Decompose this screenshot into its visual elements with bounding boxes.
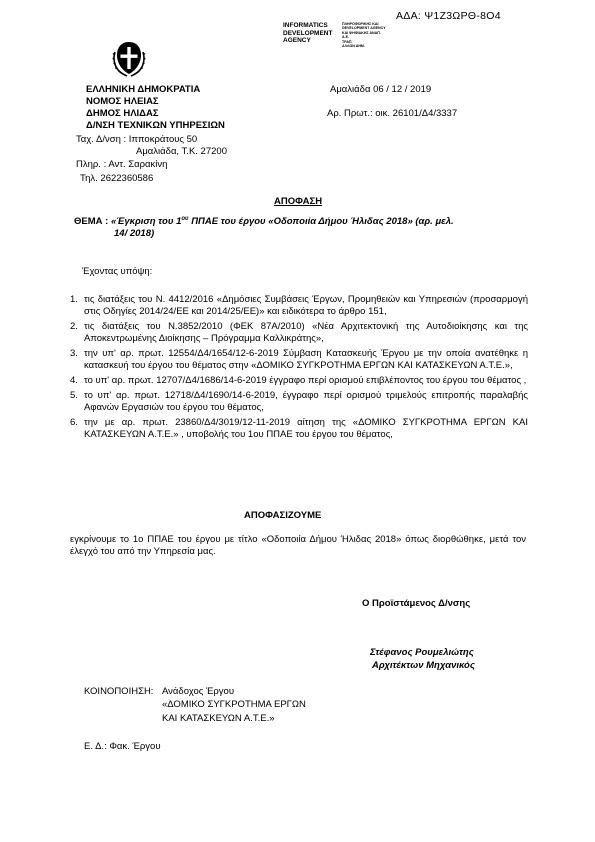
list-item-number: 5. [70, 390, 78, 401]
internal-distribution: Ε. Δ.: Φακ. Έργου [84, 741, 161, 752]
list-item [70, 294, 528, 318]
itda-logo-text [283, 22, 332, 45]
subject-text: «Έγκριση του 1 [110, 216, 182, 228]
subject-superscript: ου [181, 216, 189, 222]
itda-small-line: ΑΛΛΩΝ ΔΗΜ. [342, 44, 365, 49]
itda-logo-small-text [342, 22, 386, 48]
list-item-text: την υπ' αρ. πρωτ. 12554/Δ4/1654/12-6-2019 Σύμβαση Κατασκευής Έργου με την οποία ανατέθηκε η κατασκευή του έργου του θέματος στην «ΔΟΜΙΚΟ ΣΥΓΚΡΟΤΗΜΑ ΕΡΓΩΝ ΚΑΙ ΚΑΤΑΣΚΕΥΩΝ Α.Τ.Ε.», [84, 348, 528, 371]
itda-small-line: ΠΛΗΡΟΦΟΡΙΚΗΣ ΚΑΙ [342, 22, 379, 26]
subject-line-2: 14/ 2018) [114, 228, 155, 239]
contact-person: Πληρ. : Αντ. Σαρακίνη [76, 159, 168, 170]
subject-text-rest: ΠΠΑΕ του έργου «Οδοποιία Δήμου Ήλιδας 2018» (αρ. μελ. [188, 216, 454, 228]
address-city: Αμαλιάδα, Τ.Κ. 27200 [136, 146, 227, 157]
list-item-number: 3. [70, 348, 78, 359]
greek-emblem-icon [112, 38, 146, 78]
org-line-republic: ΕΛΛΗΝΙΚΗ ΔΗΜΟΚΡΑΤΙΑ [86, 84, 201, 95]
itda-line: INFORMATICS [283, 22, 328, 29]
we-decide-heading: ΑΠΟΦΑΣΙΖΟΥΜΕ [244, 510, 322, 521]
decision-title: ΑΠΟΦΑΣΗ [274, 196, 323, 207]
list-item [70, 417, 528, 441]
itda-line: AGENCY [283, 37, 311, 44]
list-item-text: τις διατάξεις του Ν. 4412/2016 «Δημόσιες Συμβάσεις Έργων, Προμηθειών και Υπηρεσιών (προσαρμογή στις Οδηγίες 2014/24/ΕΕ και 2014/25/ΕΕ)» και ειδικότερα το άρθρο 151, [84, 294, 528, 317]
considerations-list [70, 294, 528, 444]
org-line-prefecture: ΝΟΜΟΣ ΗΛΕΙΑΣ [86, 96, 159, 107]
list-item [70, 348, 528, 372]
itda-small-line: Α.Ε. [342, 35, 349, 40]
itda-line: DEVELOPMENT [283, 29, 333, 37]
itda-small-line: ΚΑΙ ΨΗΦΙΑΚΗΣ ΑΝΑΠ. [342, 30, 381, 35]
list-item-number: 6. [70, 417, 78, 428]
list-item [70, 375, 528, 387]
document-date: Αμαλιάδα 06 / 12 / 2019 [330, 84, 432, 95]
list-item [70, 321, 528, 345]
signature-role: Ο Προϊστάμενος Δ/νσης [362, 598, 471, 609]
approval-paragraph: εγκρίνουμε το 1ο ΠΠΑΕ του έργου με τίτλο «Οδοποιία Δήμου Ήλιδας 2018» όπως διορθώθηκε, μετά τον έλεγχό του από την Υπηρεσία μας. [70, 534, 526, 557]
signature-name: Στέφανος Ρουμελιώτης [370, 647, 474, 658]
considering-heading: Έχοντας υπόψη: [82, 266, 153, 277]
org-line-department: Δ/ΝΣΗ ΤΕΧΝΙΚΩΝ ΥΠΗΡΕΣΙΩΝ [86, 120, 225, 131]
signature-title: Αρχιτέκτων Μηχανικός [372, 660, 475, 671]
org-line-municipality: ΔΗΜΟΣ ΗΛΙΔΑΣ [86, 108, 159, 119]
ada-code: ΑΔΑ: Ψ1Ζ3ΩΡΘ-8Ο4 [396, 10, 501, 22]
list-item-text: την με αρ. πρωτ. 23860/Δ4/3019/12-11-2019 αίτηση της «ΔΟΜΙΚΟ ΣΥΓΚΡΟΤΗΜΑ ΕΡΓΩΝ ΚΑΙ ΚΑΤΑΣΚΕΥΩΝ Α.Τ.Ε.» , υποβολής του 1ου ΠΠΑΕ του έργου του θέματος, [84, 417, 528, 440]
itda-small-line: ΤΡΑΠ. [342, 39, 353, 44]
notification-company-2: ΚΑΙ ΚΑΤΑΣΚΕΥΩΝ Α.Τ.Ε.» [162, 713, 275, 724]
subject-label: ΘΕΜΑ : [74, 216, 109, 228]
notification-recipient: Ανάδοχος Έργου [162, 686, 235, 697]
protocol-number: Αρ. Πρωτ.: οικ. 26101/Δ4/3337 [327, 108, 458, 119]
phone-number: Τηλ. 2622360586 [80, 173, 154, 184]
address-line: Ταχ. Δ/νση : Ιπποκράτους 50 [76, 134, 198, 145]
itda-small-line: DEVELOPMENT AGENCY [342, 26, 386, 31]
notification-company: «ΔΟΜΙΚΟ ΣΥΓΚΡΟΤΗΜΑ ΕΡΓΩΝ [162, 699, 306, 710]
list-item-text: το υπ' αρ. πρωτ. 12707/Δ4/1686/14-6-2019 έγγραφο περί ορισμού επιβλέποντος του έργου του θέματος , [84, 375, 527, 386]
list-item-number: 1. [70, 294, 78, 305]
list-item-number: 2. [70, 321, 78, 332]
subject-line [74, 213, 454, 228]
list-item-text: το υπ' αρ. πρωτ. 12718/Δ4/1690/14-6-2019, έγγραφο περί ορισμού τριμελούς επιτροπής παραλαβής Αφανών Εργασιών του έργου του θέματος, [84, 390, 528, 413]
list-item [70, 390, 528, 414]
list-item-number: 4. [70, 375, 78, 386]
notification-label: ΚΟΙΝΟΠΟΙΗΣΗ: [84, 686, 154, 697]
list-item-text: τις διατάξεις του Ν.3852/2010 (ΦΕΚ 87Α/2010) «Νέα Αρχιτεκτονική της Αυτοδιοίκησης και της Αποκεντρωμένης Διοίκησης – Πρόγραμμα Καλλικράτης», [84, 321, 528, 344]
